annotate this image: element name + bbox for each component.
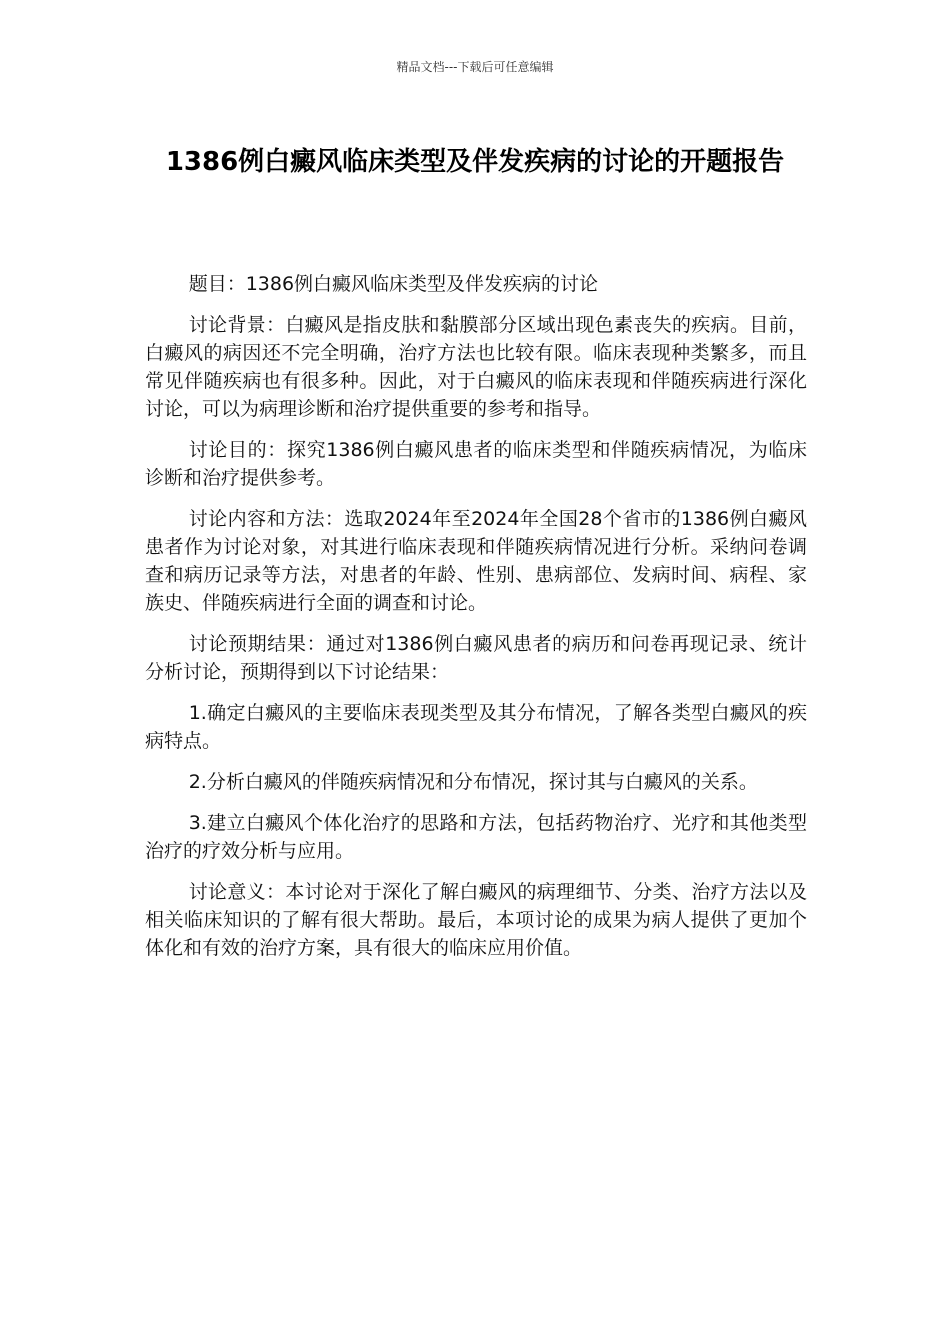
document-body bbox=[145, 270, 807, 975]
purpose-paragraph: 讨论目的：探究1386例白癜风患者的临床类型和伴随疾病情况，为临床诊断和治疗提供参考。 bbox=[145, 439, 807, 489]
background-paragraph: 讨论背景：白癜风是指皮肤和黏膜部分区域出现色素丧失的疾病。目前，白癜风的病因还不完全明确，治疗方法也比较有限。临床表现种类繁多，而且常见伴随疾病也有很多种。因此，对于白癜风的临床表现和伴随疾病进行深化讨论，可以为病理诊断和治疗提供重要的参考和指导。 bbox=[145, 314, 807, 420]
topic-paragraph: 题目：1386例白癜风临床类型及伴发疾病的讨论 bbox=[188, 273, 599, 295]
document-title: 1386例白癜风临床类型及伴发疾病的讨论的开题报告 bbox=[165, 147, 785, 177]
significance-paragraph: 讨论意义：本讨论对于深化了解白癜风的病理细节、分类、治疗方法以及相关临床知识的了解有很大帮助。最后，本项讨论的成果为病人提供了更加个体化和有效的治疗方案，具有很大的临床应用价值。 bbox=[145, 881, 807, 959]
result-item-2: 2.分析白癜风的伴随疾病情况和分布情况，探讨其与白癜风的关系。 bbox=[188, 771, 758, 793]
page-header-note: 精品文档---下载后可任意编辑 bbox=[396, 60, 554, 74]
content-method-paragraph: 讨论内容和方法：选取2024年至2024年全国28个省市的1386例白癜风患者作为讨论对象，对其进行临床表现和伴随疾病情况进行分析。采纳问卷调查和病历记录等方法，对患者的年龄、性别、患病部位、发病时间、病程、家族史、伴随疾病进行全面的调查和讨论。 bbox=[145, 508, 807, 614]
result-item-3: 3.建立白癜风个体化治疗的思路和方法，包括药物治疗、光疗和其他类型治疗的疗效分析与应用。 bbox=[145, 812, 807, 862]
expected-results-paragraph: 讨论预期结果：通过对1386例白癜风患者的病历和问卷再现记录、统计分析讨论，预期得到以下讨论结果： bbox=[145, 633, 807, 683]
result-item-1: 1.确定白癜风的主要临床表现类型及其分布情况，了解各类型白癜风的疾病特点。 bbox=[145, 702, 807, 752]
